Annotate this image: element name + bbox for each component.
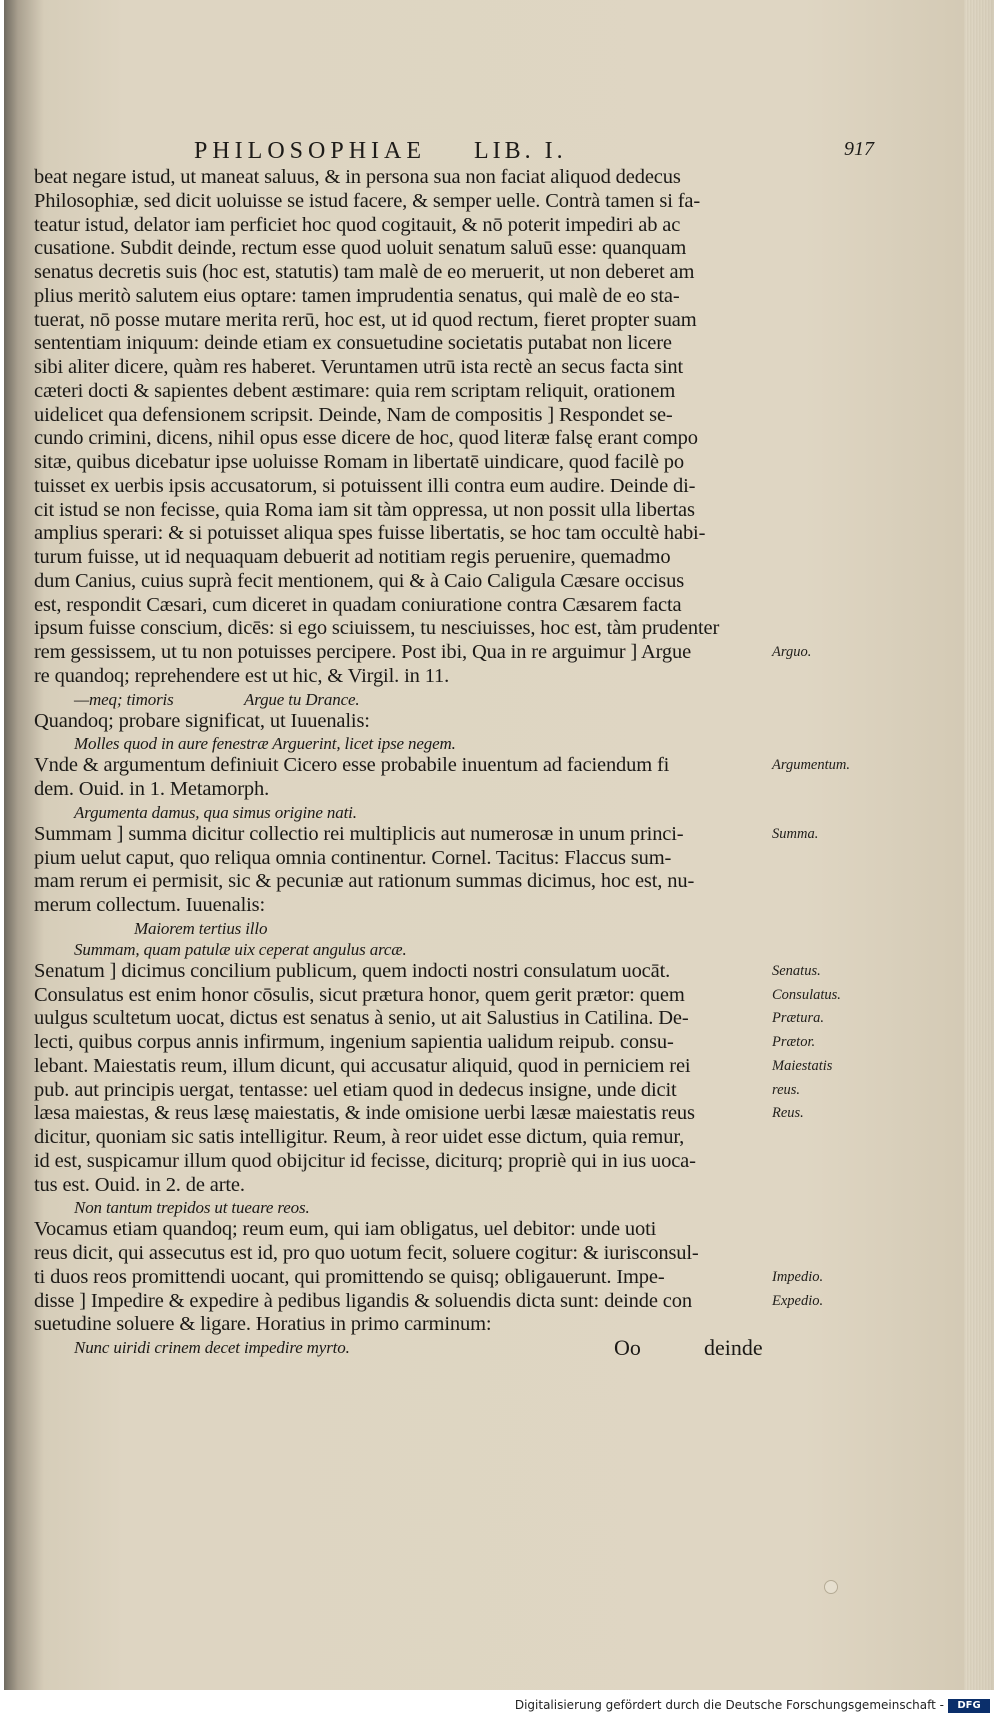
text-line: pium uelut caput, quo reliqua omnia continentur. Cornel. Tacitus: Flaccus sum- bbox=[34, 846, 672, 869]
text-line: sitæ, quibus dicebatur ipse uoluisse Romam in libertatē uindicare, quod facilè po bbox=[34, 451, 684, 473]
marginal-note: Summa. bbox=[772, 825, 819, 842]
verse-quote: Molles quod in aure fenestræ Arguerint, licet ipse negem. bbox=[74, 734, 456, 754]
text-line: teatur istud, delator iam perficiet hoc quod cogitauit, & nō poterit impediri ab ac bbox=[34, 213, 681, 236]
text-line: tuerat, nō posse mutare merita rerū, hoc est, ut id quod rectum, fieret propter suam bbox=[34, 308, 697, 331]
text-line: disse ] Impedire & expedire à pedibus ligandis & soluendis dicta sunt: deinde con bbox=[34, 1289, 692, 1312]
text-line: tuisset ex uerbis ipsis accusatorum, si potuissent illi contra eum audire. Deinde di- bbox=[34, 474, 696, 497]
text-line: læsa maiestas, & reus læsę maiestatis, & inde omisione uerbi læsæ maiestatis reus bbox=[34, 1102, 695, 1125]
marginal-note: Argumentum. bbox=[772, 757, 850, 774]
verse-quote: Maiorem tertius illo bbox=[134, 918, 268, 938]
text-line: uidelicet qua defensionem scripsit. Deinde, Nam de compositis ] Respondet se- bbox=[34, 403, 673, 426]
book-page bbox=[4, 0, 994, 1690]
marginal-note: Expedio. bbox=[772, 1292, 824, 1309]
text-line: dum Canius, cuius suprà fecit mentionem, qui & à Caio Caligula Cæsare occisus bbox=[34, 569, 685, 592]
marginal-note: Maiestatis bbox=[772, 1057, 833, 1074]
marginal-note: Impedio. bbox=[772, 1268, 824, 1285]
text-line: sibi aliter dicere, quàm res haberet. Veruntamen utrū ista rectè an secus facta sint bbox=[34, 356, 684, 378]
marginal-note: reus. bbox=[772, 1081, 801, 1098]
body-text bbox=[34, 166, 769, 1358]
text-line: Philosophiæ, sed dicit uoluisse se istud facere, & semper uelle. Contrà tamen si fa- bbox=[34, 189, 701, 212]
text-line: cundo crimini, dicens, nihil opus esse dicere de hoc, quod literæ falsę erant compo bbox=[34, 427, 698, 450]
text-line: Summam ] summa dicitur collectio rei multiplicis aut numerosæ in unum princi- bbox=[34, 822, 684, 845]
text-line: suetudine soluere & ligare. Horatius in primo carminum: bbox=[34, 1313, 492, 1336]
text-line: sententiam iniquum: deinde etiam ex consuetudine societatis putabat non licere bbox=[34, 332, 672, 355]
text-line: amplius sperari: & si potuisset aliqua spes fuisse libertatis, se hoc tam occultè habi- bbox=[34, 522, 706, 545]
text-line: merum collectum. Iuuenalis: bbox=[34, 894, 266, 916]
text-line: cæteri docti & sapientes debent æstimare: quia rem scriptam reliquit, orationem bbox=[34, 379, 676, 402]
verse-quote: —meq; timoris bbox=[74, 689, 174, 709]
text-line: rem gessissem, ut tu non potuisses percipere. Post ibi, Qua in re arguimur ] Argue bbox=[34, 641, 692, 663]
marginal-note: Prætura. bbox=[772, 1010, 824, 1027]
text-line: tus est. Ouid. in 2. de arte. bbox=[34, 1173, 245, 1196]
footer-bar bbox=[0, 1690, 1000, 1718]
header-title: PHILOSOPHIAE bbox=[194, 138, 427, 164]
text-line bbox=[34, 689, 769, 710]
verse-quote: Non tantum trepidos ut tueare reos. bbox=[74, 1198, 310, 1218]
marginal-note: Prætor. bbox=[772, 1034, 816, 1050]
text-line: ti duos reos promittendi uocant, qui promittendo se quisq; obligauerunt. Impe- bbox=[34, 1265, 665, 1288]
marginal-note: Senatus. bbox=[772, 962, 821, 979]
marginal-note: Reus. bbox=[772, 1105, 804, 1122]
marginal-note: Arguo. bbox=[772, 644, 812, 660]
text-line: Vnde & argumentum definiuit Cicero esse probabile inuentum ad faciendum fi bbox=[34, 754, 670, 777]
signature-mark: Oo bbox=[614, 1335, 641, 1360]
paper-hole bbox=[824, 1580, 838, 1594]
text-line: cit istud se non fecisse, quia Roma iam sit tàm oppressa, ut non possit ulla libertas bbox=[34, 498, 695, 521]
text-line: Vocamus etiam quandoq; reum eum, qui iam obligatus, uel debitor: unde uoti bbox=[34, 1218, 657, 1241]
header-book-number: LIB. I. bbox=[474, 138, 567, 164]
verse-quote: Argumenta damus, qua simus origine nati. bbox=[74, 802, 357, 822]
text-line: cusatione. Subdit deinde, rectum esse quod uoluit senatum saluū esse: quanquam bbox=[34, 237, 687, 260]
text-line: est, respondit Cæsari, cum diceret in quadam coniuratione contra Cæsarem facta bbox=[34, 593, 682, 616]
text-line: Senatum ] dicimus concilium publicum, quem indocti nostri consulatum uocāt. bbox=[34, 959, 671, 982]
text-line: lecti, quibus corpus annis infirmum, ingenium sapientia ualidum reipub. consu- bbox=[34, 1031, 674, 1053]
text-line: beat negare istud, ut maneat saluus, & in persona sua non faciat aliquod dedecus bbox=[34, 166, 681, 188]
verse-quote: Summam, quam patulæ uix ceperat angulus arcæ. bbox=[74, 939, 407, 959]
marginal-note: Consulatus. bbox=[772, 986, 841, 1003]
text-line: re quandoq; reprehendere est ut hic, & Virgil. in 11. bbox=[34, 664, 450, 687]
verse-quote: Nunc uiridi crinem decet impedire myrto. bbox=[74, 1338, 350, 1357]
text-line: Quandoq; probare significat, ut Iuuenalis: bbox=[34, 709, 370, 732]
text-line: turum fuisse, ut id nequaquam debuerit ad notitiam regis peruenire, quemadmo bbox=[34, 546, 671, 568]
text-line: pub. aut principis uergat, tentasse: uel etiam quod in dedecus insigne, unde dicit bbox=[34, 1078, 677, 1101]
running-header bbox=[154, 138, 884, 168]
text-line: Consulatus est enim honor cōsulis, sicut prætura honor, quem gerit prætor: quem bbox=[34, 983, 685, 1006]
footer-credit: Digitalisierung gefördert durch die Deutsche Forschungsgemeinschaft - bbox=[514, 1698, 944, 1712]
text-line: plius meritò salutem eius optare: tamen imprudentia senatus, qui malè de eo sta- bbox=[34, 284, 680, 307]
dfg-logo: DFG bbox=[948, 1699, 990, 1713]
text-line: dem. Ouid. in 1. Metamorph. bbox=[34, 778, 270, 800]
text-line: uulgus scultetum uocat, dictus est senatus à senio, ut ait Salustius in Catilina. De- bbox=[34, 1007, 689, 1030]
folio-number: 917 bbox=[844, 138, 874, 160]
verse-quote: Argue tu Drance. bbox=[244, 689, 360, 709]
text-line: mam rerum ei permisit, sic & pecuniæ aut rationum summas dicimus, hoc est, nu- bbox=[34, 870, 695, 893]
catchword: deinde bbox=[704, 1335, 763, 1360]
text-line: lebant. Maiestatis reum, illum dicunt, qui accusatur aliquid, quod in perniciem rei bbox=[34, 1054, 691, 1077]
text-line: ipsum fuisse conscium, dicēs: si ego sciuissem, tu nesciuisses, hoc est, tàm prudenter bbox=[34, 617, 720, 640]
page-edge bbox=[964, 0, 994, 1690]
text-line: id est, suspicamur illum quod obijcitur id fecisse, diciturq; propriè qui in ius uoca- bbox=[34, 1149, 696, 1172]
text-line: dicitur, quoniam sic satis intelligitur. Reum, à reor uidet esse dictum, quia remur, bbox=[34, 1126, 685, 1148]
text-line: senatus decretis suis (hoc est, statutis) tam malè de eo meruerit, ut non deberet am bbox=[34, 261, 695, 283]
text-line: reus dicit, qui assecutus est id, pro quo uotum fecit, soluere cogitur: & iurisconsul- bbox=[34, 1242, 699, 1264]
